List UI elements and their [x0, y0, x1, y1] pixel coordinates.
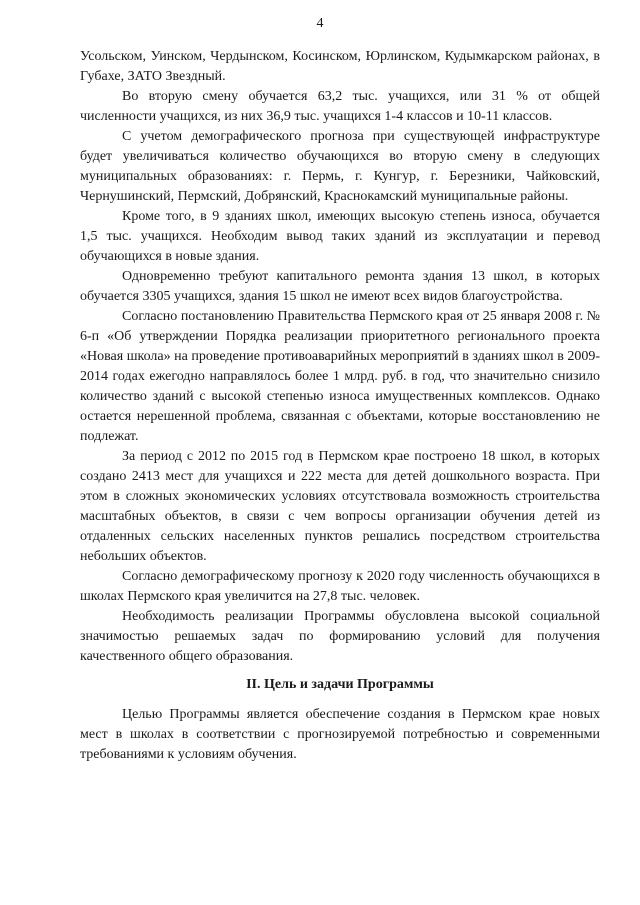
paragraph: Целью Программы является обеспечение создания в Пермском крае новых мест в школах в соответствии с прогнозируемой потребностью и современными требованиями к условиям обучения. — [80, 707, 600, 762]
paragraph: Согласно демографическому прогнозу к 2020 году численность обучающихся в школах Пермского края увеличится на 27,8 тыс. человек. — [80, 569, 600, 604]
paragraph: За период с 2012 по 2015 год в Пермском крае построено 18 школ, в которых создано 2413 мест для учащихся и 222 места для детей дошкольного возраста. При этом в сложных экономических условиях отсутствовала возможность строительства масштабных объектов, в связи с чем вопросы организации обучения детей из отдаленных сельских населенных пунктов решались посредством строительства небольших объектов. — [80, 449, 600, 564]
page-number: 4 — [316, 16, 324, 31]
paragraph: Усольском, Уинском, Чердынском, Косинском, Юрлинском, Кудымкарском районах, в Губахе, ЗАТО Звездный. — [80, 49, 600, 84]
document-body — [80, 47, 600, 765]
paragraph: Во вторую смену обучается 63,2 тыс. учащихся, или 31 % от общей численности учащихся, из них 36,9 тыс. учащихся 1-4 классов и 10-11 классов. — [80, 89, 600, 124]
section-heading: II. Цель и задачи Программы — [246, 677, 434, 692]
paragraph: Кроме того, в 9 зданиях школ, имеющих высокую степень износа, обучается 1,5 тыс. учащихся. Необходим вывод таких зданий из эксплуатации и перевод обучающихся в новые здания. — [80, 209, 600, 264]
paragraph: Необходимость реализации Программы обусловлена высокой социальной значимостью решаемых задач по формированию условий для получения качественного общего образования. — [80, 609, 600, 664]
paragraph: С учетом демографического прогноза при существующей инфраструктуре будет увеличиваться количество обучающихся во вторую смену в следующих муниципальных образованиях: г. Пермь, г. Кунгур, г. Березники, Чайковский, Чернушинский, Пермский, Добрянский, Краснокамский муниципальные районы. — [80, 129, 600, 204]
paragraph: Согласно постановлению Правительства Пермского края от 25 января 2008 г. № 6-п «Об утверждении Порядка реализации приоритетного регионального проекта «Новая школа» на проведение противоаварийных мероприятий в зданиях школ в 2009-2014 годах ежегодно направлялось более 1 млрд. руб. в год, что значительно снизило количество зданий с высокой степенью износа имущественных комплексов. Однако остается нерешенной проблема, связанная с объектами, которые восстановлению не подлежат. — [80, 309, 600, 444]
paragraph: Одновременно требуют капитального ремонта здания 13 школ, в которых обучается 3305 учащихся, здания 15 школ не имеют всех видов благоустройства. — [80, 269, 600, 304]
